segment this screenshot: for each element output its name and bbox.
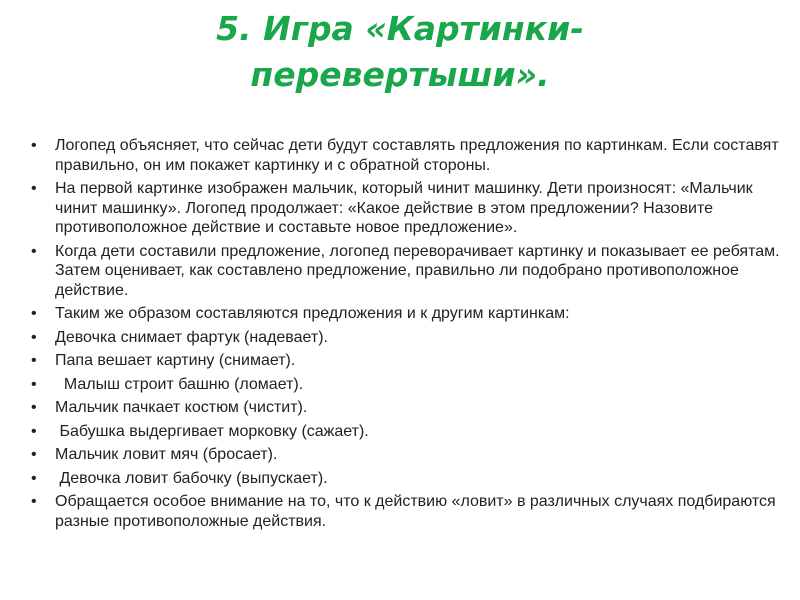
list-item-text: Таким же образом составляются предложения и к другим картинкам: xyxy=(55,305,570,322)
bullet-icon: • xyxy=(31,493,37,510)
bullet-icon: • xyxy=(31,137,37,154)
bullet-icon: • xyxy=(31,399,37,416)
list-item xyxy=(30,375,780,395)
bullet-icon: • xyxy=(31,242,37,260)
bullet-icon: • xyxy=(31,305,37,322)
list-item xyxy=(30,242,780,301)
list-item-text: Логопед объясняет, что сейчас дети будут составлять предложения по картинкам. Если составят правильно, он им покажет картинку и с обратной стороны. xyxy=(55,137,779,174)
list-item xyxy=(30,304,780,324)
list-item-text: Обращается особое внимание на то, что к действию «ловит» в различных случаях подбираются разные противоположные действия. xyxy=(55,493,776,530)
list-item xyxy=(30,445,780,465)
list-item-text: Когда дети составили предложение, логопед переворачивает картинку и показывает ее ребятам. Затем оценивает, как составлено предложение, правильно ли подобрано противоположное действие. xyxy=(55,242,780,299)
slide-title-line-2: перевертыши». xyxy=(250,55,550,94)
bullet-icon: • xyxy=(31,446,37,463)
list-item xyxy=(30,136,780,175)
list-item-text: Мальчик ловит мяч (бросает). xyxy=(55,446,278,463)
list-item xyxy=(30,398,780,418)
slide-title xyxy=(60,6,740,98)
list-item xyxy=(30,351,780,371)
list-item xyxy=(30,328,780,348)
bullet-icon: • xyxy=(31,422,37,440)
list-item-text: Мальчик пачкает костюм (чистит). xyxy=(55,399,308,416)
list-item-text: Бабушка выдергивает морковку (сажает). xyxy=(55,422,369,440)
bullet-icon: • xyxy=(31,375,37,393)
list-item xyxy=(30,179,780,238)
list-item-text: Папа вешает картину (снимает). xyxy=(55,352,296,369)
list-item xyxy=(30,492,780,531)
list-item xyxy=(30,422,780,442)
list-item-text: Малыш строит башню (ломает). xyxy=(55,375,304,393)
bullet-icon: • xyxy=(31,180,37,197)
list-item-text: На первой картинке изображен мальчик, который чинит машинку. Дети произносят: «Мальчик чинит машинку». Логопед продолжает: «Какое действие в этом предложении? Назовите противоположное действие и составьте новое предложение». xyxy=(55,180,753,236)
bullet-icon: • xyxy=(31,328,37,346)
bullet-list xyxy=(30,136,780,535)
list-item-text: Девочка ловит бабочку (выпускает). xyxy=(55,469,328,487)
list-item-text: Девочка снимает фартук (надевает). xyxy=(55,328,328,346)
bullet-icon: • xyxy=(31,352,37,369)
bullet-icon: • xyxy=(31,469,37,487)
list-item xyxy=(30,469,780,489)
slide-title-line-1: 5. Игра «Картинки- xyxy=(216,9,584,48)
